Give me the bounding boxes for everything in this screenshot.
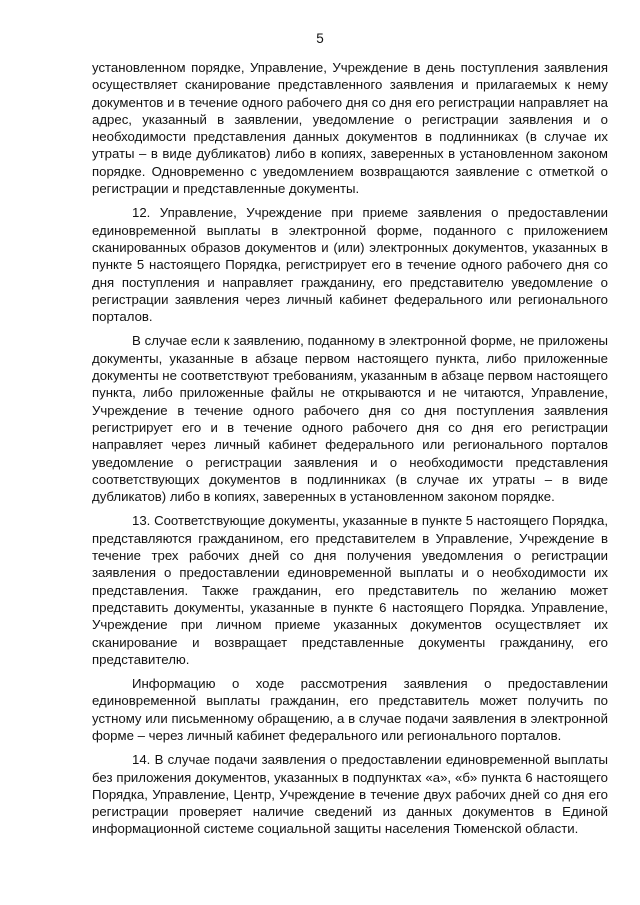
paragraph-item-14: 14. В случае подачи заявления о предоставлении единовременной выплаты без приложения документов, указанных в подпунктах «а», «б» пункта 6 настоящего Порядка, Управление, Центр, Учреждение в течение двух рабочих дней со дня его регистрации проверяет наличие сведений из данных документов в Единой информационной системе социальной защиты населения Тюменской области. [92,752,608,837]
paragraph-item-12: 12. Управление, Учреждение при приеме заявления о предоставлении единовременной выплаты в электронной форме, поданного с приложением сканированных образов документов и (или) электронных документов, указанных в пункте 5 настоящего Порядка, регистрирует его в течение одного рабочего дня со дня поступления и направляет гражданину, его представителю уведомление о регистрации заявления через личный кабинет федерального или регионального порталов. [92,205,608,325]
paragraph-item-13: 13. Соответствующие документы, указанные в пункте 5 настоящего Порядка, представляются гражданином, его представителем в Управление, Учреждение в течение трех рабочих дней со дня получения уведомления о регистрации заявления о предоставлении единовременной выплаты и о необходимости их представления. Также гражданин, его представитель по желанию может представить документы, указанные в пункте 6 настоящего Порядка. Управление, Учреждение при личном приеме указанных документов осуществляет их сканирование и возвращает представленные документы гражданину, его представителю. [92,513,608,667]
paragraph-item-12-supplement: В случае если к заявлению, поданному в электронной форме, не приложены документы, указанные в абзаце первом настоящего пункта, либо приложенные документы не соответствуют требованиям, указанным в абзаце первом настоящего пункта, либо приложенные файлы не открываются и не читаются, Управление, Учреждение в течение одного рабочего дня со дня поступления заявления регистрирует его и в течение одного рабочего дня со дня его регистрации направляет через личный кабинет федерального или регионального порталов уведомление о регистрации заявления и о необходимости представления соответствующих документов в подлинниках (в случае их утраты – в виде дубликатов) либо в копиях, заверенных в установленном законом порядке. [92,333,608,505]
document-body [92,59,608,838]
page-number: 5 [316,31,324,46]
paragraph-item-13-info: Информацию о ходе рассмотрения заявления о предоставлении единовременной выплаты гражданин, его представитель может получить по устному или письменному обращению, а в случае подачи заявления в электронной форме – через личный кабинет федерального или регионального порталов. [92,676,608,743]
paragraph-continuation: установленном порядке, Управление, Учреждение в день поступления заявления осуществляет сканирование представленного заявления и прилагаемых к нему документов и в течение одного рабочего дня со дня его регистрации направляет на адрес, указанный в заявлении, уведомление о регистрации заявления и о необходимости представления данных документов в подлинниках (в случае их утраты – в виде дубликатов) либо в копиях, заверенных в установленном законом порядке. Одновременно с уведомлением возвращаются заявление с отметкой о регистрации и представленные документы. [92,60,608,197]
